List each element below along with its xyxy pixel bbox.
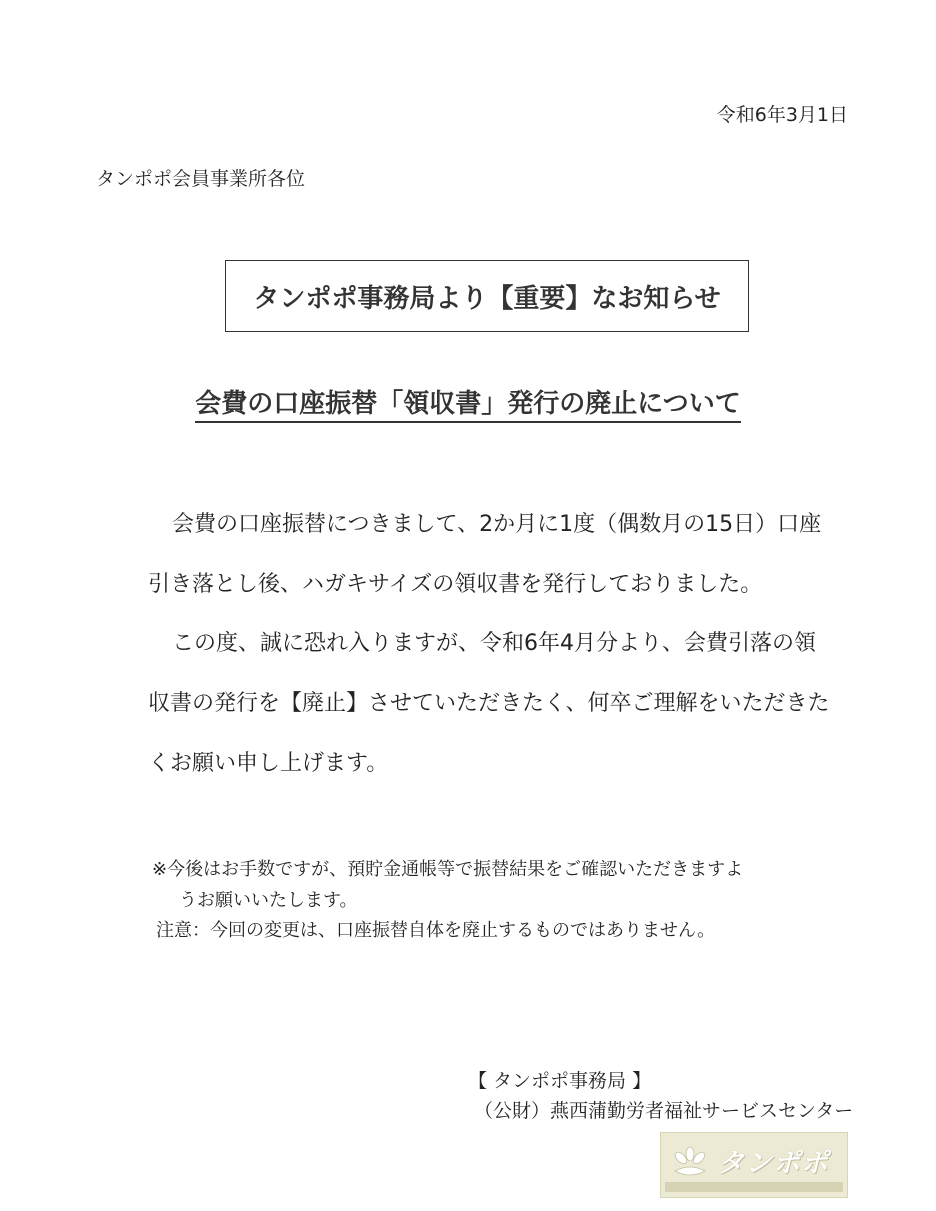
subject-text: 会費の口座振替「領収書」発行の廃止について bbox=[195, 389, 740, 423]
logo-strip bbox=[665, 1182, 843, 1192]
notice-title: タンポポ事務局より【重要】なお知らせ bbox=[253, 283, 721, 314]
body-line-3: この度、誠に恐れ入りますが、令和6年4月分より、会費引落の領 bbox=[172, 631, 816, 656]
tanpopo-logo bbox=[660, 1132, 848, 1198]
subject-heading bbox=[0, 383, 936, 420]
signature-office: 【 タンポポ事務局 】 bbox=[468, 1070, 652, 1092]
body-line-2: 引き落とし後、ハガキサイズの領収書を発行しておりました。 bbox=[148, 572, 763, 597]
body-line-4: 収書の発行を【廃止】させていただきたく、何卒ご理解をいただきた bbox=[148, 691, 830, 716]
dandelion-icon bbox=[671, 1145, 709, 1181]
note-line-1: ※今後はお手数ですが、預貯金通帳等で振替結果をご確認いただきますよ bbox=[152, 859, 744, 880]
notice-title-box bbox=[225, 260, 749, 332]
addressee: タンポポ会員事業所各位 bbox=[96, 168, 306, 190]
body-line-1: 会費の口座振替につきまして、2か月に1度（偶数月の15日）口座 bbox=[172, 512, 822, 537]
signature-organization: （公財）燕西蒲勤労者福祉サービスセンター bbox=[474, 1100, 854, 1122]
caution-line: 注意：今回の変更は、口座振替自体を廃止するものではありません。 bbox=[156, 920, 716, 941]
logo-text: タンポポ bbox=[717, 1148, 829, 1179]
document-date: 令和6年3月1日 bbox=[716, 104, 848, 126]
note-line-2: うお願いいたします。 bbox=[179, 890, 358, 911]
body-line-5: くお願い申し上げます。 bbox=[148, 751, 389, 776]
